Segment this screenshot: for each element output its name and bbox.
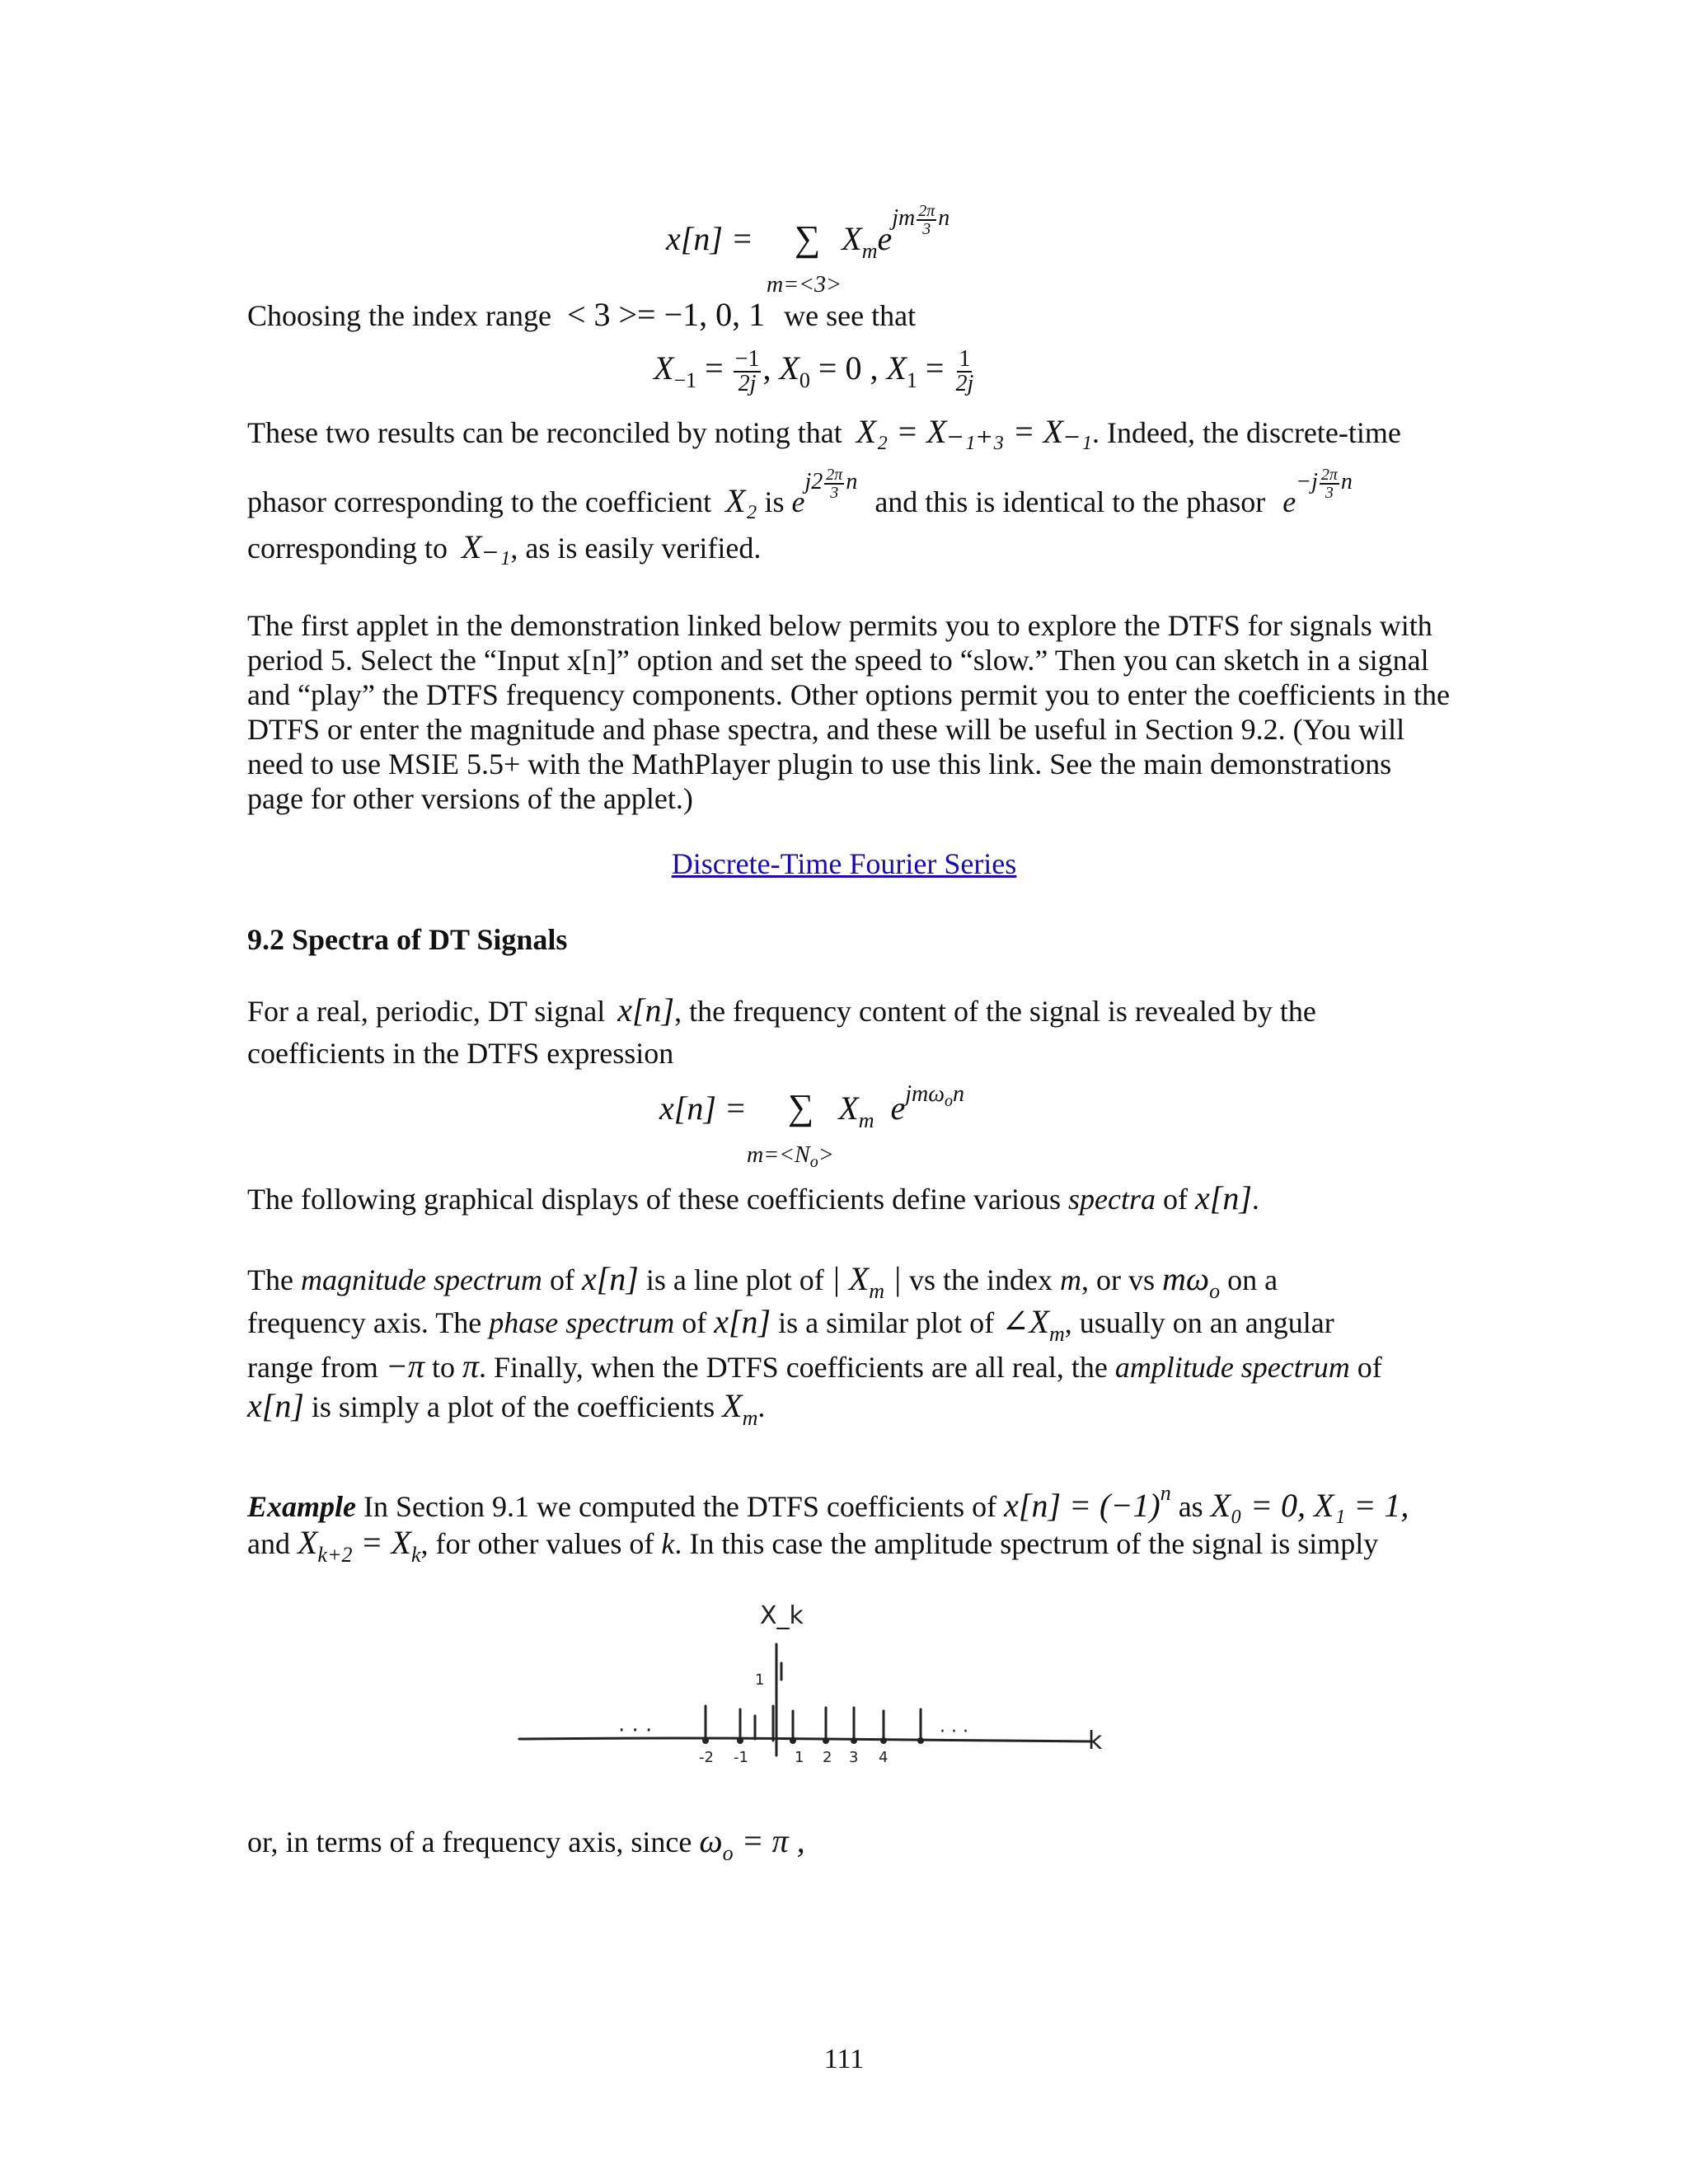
example-signal: x[n] = (−1) <box>1004 1487 1160 1524</box>
graphical-spectra: spectra <box>1068 1183 1156 1216</box>
range-post: . Finally, when the DTFS coefficients are all real, the <box>479 1351 1108 1384</box>
range-pi: π <box>462 1347 480 1385</box>
phase-angle-sub: m <box>1049 1322 1065 1346</box>
eq2-frac1-num: −1 <box>734 346 760 372</box>
sketch-dots-left: · · · <box>618 1718 653 1743</box>
eq2-equals-2: = <box>925 349 945 387</box>
eq2-frac1-den: 2j <box>738 371 757 396</box>
eq1-exp-post: n <box>938 205 950 231</box>
eq2-x0-value: = 0 , <box>818 349 879 387</box>
magnitude-abs: | X <box>831 1260 870 1297</box>
reconciled-text: These two results can be reconciled by noting that <box>247 416 842 449</box>
eq2-frac2-num: 1 <box>959 346 971 372</box>
magnitude-abs-end: | <box>884 1260 903 1297</box>
eq3-lhs: x[n] = <box>659 1090 747 1127</box>
sketch-y-label: X_k <box>760 1601 804 1630</box>
eq2-x1: X <box>886 349 907 387</box>
phase-end: , usually on an angular <box>1064 1306 1334 1339</box>
graphical-end: . <box>1251 1183 1259 1216</box>
simply-x-sub: m <box>742 1406 758 1430</box>
eq1-exp-pre: jm <box>892 205 916 231</box>
corresponding-x: X₋₁ <box>461 528 511 565</box>
example-as: as <box>1178 1490 1203 1523</box>
horizontal-axis-line <box>519 1738 1092 1741</box>
sketch-dots-right: · · · <box>940 1722 968 1742</box>
sketch-tick-neg2: -2 <box>699 1749 714 1764</box>
reconciled-line <box>247 414 1451 451</box>
eq3-exp-base: e <box>890 1090 906 1127</box>
example-rel-mid: = X <box>352 1524 411 1561</box>
eq1-exp-den: 3 <box>922 219 931 238</box>
amplitude-of: of <box>1357 1351 1382 1384</box>
example-rest-post: . In this case the amplitude spectrum of the signal is simply <box>674 1527 1379 1560</box>
phasor-exp1-n: n <box>846 469 858 494</box>
eq1-lhs: x[n] = <box>666 220 753 257</box>
simply-x: X <box>722 1387 743 1424</box>
eq3-term-sub: m <box>858 1108 874 1132</box>
magnitude-abs-sub: m <box>869 1279 885 1303</box>
eq1-term: X <box>842 220 862 257</box>
choosing-line <box>247 297 1451 334</box>
example-and: and <box>247 1527 290 1560</box>
magnitude-mw: mω <box>1162 1260 1210 1297</box>
phasor-exp2-num: 2π <box>1320 465 1338 484</box>
phase-xn: x[n] <box>714 1303 771 1340</box>
frequency-axis-text: or, in terms of a frequency axis, since <box>247 1825 692 1858</box>
eq2-x0-sub: 0 <box>799 368 810 393</box>
equation-dtfs-general <box>659 1081 965 1139</box>
example-signal-sup: n <box>1160 1481 1171 1505</box>
coefficients-line: coefficients in the DTFS expression <box>247 1037 674 1070</box>
phasor-exp1-den: 3 <box>830 483 839 502</box>
eq3-exp-sub: o <box>945 1092 954 1110</box>
magnitude-mid: is a line plot of <box>645 1263 824 1296</box>
we-see-text: we see that <box>784 299 917 332</box>
magnitude-of: of <box>549 1263 574 1296</box>
phase-term: phase spectrum <box>489 1306 675 1339</box>
phasor-is: is <box>764 485 785 518</box>
magnitude-xn: x[n] <box>581 1260 639 1297</box>
frequency-axis-omega: ω <box>699 1822 723 1859</box>
magnitude-line <box>247 1261 1451 1310</box>
graphical-displays-line <box>247 1180 1451 1217</box>
eq3-sum-symbol: ∑ <box>787 1087 814 1127</box>
eq1-exp-base: e <box>877 220 893 257</box>
eq3-index-end: > <box>818 1142 834 1168</box>
eq1-term-sub: m <box>861 239 878 263</box>
frequency-axis-line <box>247 1823 1451 1872</box>
sketch-tick-1: 1 <box>795 1749 804 1764</box>
sketch-tick-2: 2 <box>823 1749 832 1764</box>
equation-coefficients <box>654 348 977 399</box>
magnitude-or: , or vs <box>1081 1263 1155 1296</box>
simply-mid: is simply a plot of the coefficients <box>311 1390 715 1423</box>
eq1-index: m=<3> <box>767 272 842 298</box>
corresponding-post-text: , as is easily verified. <box>510 532 762 565</box>
applet-paragraph: The first applet in the demonstration linked below permits you to explore the DTFS for signals with period 5. Select the “Input x[n]” option and set the speed to “slow.” Then you can sketch in a signal and “play” the DTFS frequency components. Other options permit you to enter the coefficients in the DTFS or enter the magnitude and phase spectra, and these will be useful in Section 9.2. (You will need to use MSIE 5.5+ with the MathPlayer plugin to use this link. See the main demonstrations page for other versions of the applet.) <box>247 609 1450 815</box>
frequency-axis-eq: = π , <box>733 1822 805 1859</box>
range-neg-pi: −π <box>385 1347 424 1385</box>
eq2-x-neg1-sub: −1 <box>673 368 697 393</box>
eq3-exp: jmω <box>905 1081 945 1107</box>
range-to: to <box>431 1351 455 1384</box>
phasor-line: phasor corresponding to the coefficient X₂ is $e^{j2 \frac{2\pi}{3} n}$ and this is identical to the phasor $e^{-j \frac{2\pi}{3} n}$ <box>247 465 1353 519</box>
sketch-x-label: k <box>1088 1727 1103 1755</box>
eq1-exp-num: 2π <box>918 201 935 220</box>
dtfs-link[interactable]: Discrete-Time Fourier Series <box>671 847 1017 880</box>
eq3-index-text: m=<N <box>747 1142 810 1168</box>
phasor-exp2-pre: −j <box>1296 469 1318 494</box>
simply-xn: x[n] <box>247 1387 304 1424</box>
reconciled-post-text: . Indeed, the discrete-time <box>1092 416 1401 449</box>
amplitude-spectrum-sketch <box>511 1582 1137 1764</box>
range-pre: range from <box>247 1351 378 1384</box>
eq2-equals: = <box>705 349 724 387</box>
phase-of: of <box>682 1306 707 1339</box>
eq2-x-neg1: X <box>654 349 674 387</box>
phasor-exp1-pre: j2 <box>804 469 823 494</box>
simply-end: . <box>757 1390 766 1423</box>
phase-line <box>247 1304 1451 1352</box>
real-periodic-post: , the frequency content of the signal is revealed by the <box>674 995 1316 1028</box>
index-range-math: < 3 >= −1, 0, 1 <box>566 296 766 333</box>
simply-line <box>247 1388 1451 1436</box>
eq2-comma: , <box>762 349 771 387</box>
eq2-x1-sub: 1 <box>906 368 917 393</box>
phasor-text: phasor corresponding to the coefficient <box>247 485 712 518</box>
example-line-2 <box>247 1525 1451 1573</box>
example-k: k <box>661 1527 675 1560</box>
eq1-sum-symbol: ∑ <box>794 218 821 259</box>
choosing-text: Choosing the index range <box>247 299 551 332</box>
example-rel: X <box>297 1524 318 1561</box>
corresponding-text: corresponding to <box>247 532 448 565</box>
example-line <box>247 1475 1451 1525</box>
example-rel-sub: k+2 <box>317 1543 353 1567</box>
sketch-tick-neg1: -1 <box>734 1749 748 1764</box>
example-rel-sub2: k <box>410 1543 421 1567</box>
real-periodic-text: For a real, periodic, DT signal <box>247 995 606 1028</box>
sketch-tick-3: 3 <box>849 1749 859 1764</box>
frequency-axis-omega-sub: o <box>722 1841 734 1865</box>
sketch-one-label: 1 <box>755 1671 765 1689</box>
magnitude-mw-sub: o <box>1209 1279 1221 1303</box>
phasor-mid-text: and this is identical to the phasor <box>874 485 1266 518</box>
phase-angle: ∠X <box>1001 1303 1050 1340</box>
real-periodic-xn: x[n] <box>617 991 675 1029</box>
example-rest-pre: , for other values of <box>420 1527 654 1560</box>
eq2-frac2-den: 2j <box>955 371 974 396</box>
real-periodic-line <box>247 992 1451 1029</box>
magnitude-the: The <box>247 1263 293 1296</box>
example-text: In Section 9.1 we computed the DTFS coefficients of <box>363 1490 997 1523</box>
range-line <box>247 1348 1451 1385</box>
phase-mid: is a similar plot of <box>778 1306 995 1339</box>
eq2-x0: X <box>779 349 799 387</box>
magnitude-vs: vs the index <box>909 1263 1053 1296</box>
phasor-x2: X₂ <box>725 482 757 519</box>
graphical-text: The following graphical displays of these coefficients define various <box>247 1183 1062 1216</box>
graphical-of: of <box>1163 1183 1189 1216</box>
graphical-xn: x[n] <box>1195 1179 1252 1216</box>
phasor-exp2-n: n <box>1340 469 1353 494</box>
eq3-exp-end: n <box>953 1081 965 1107</box>
eq3-index <box>747 1137 834 1180</box>
example-x0-x1: X₀ = 0, X₁ = 1, <box>1210 1487 1409 1524</box>
phasor-exp2-den: 3 <box>1325 483 1334 502</box>
reconciled-math: X₂ = X₋₁₊₃ = X₋₁ <box>856 413 1093 450</box>
dtfs-link-line <box>0 846 1688 882</box>
eq3-term: X <box>838 1090 859 1127</box>
phasor-exp1-num: 2π <box>826 465 843 484</box>
magnitude-m: m <box>1060 1263 1081 1296</box>
sketch-tick-4: 4 <box>879 1749 889 1764</box>
magnitude-term: magnitude spectrum <box>300 1263 542 1296</box>
amplitude-term: amplitude spectrum <box>1114 1351 1350 1384</box>
page-number: 111 <box>823 2044 865 2074</box>
corresponding-line <box>247 529 1451 566</box>
eq3-index-sub: o <box>809 1153 818 1171</box>
example-label: Example <box>247 1490 356 1523</box>
section-heading: 9.2 Spectra of DT Signals <box>247 923 568 956</box>
magnitude-end: on a <box>1227 1263 1278 1296</box>
phase-freq-pre: frequency axis. The <box>247 1306 482 1339</box>
